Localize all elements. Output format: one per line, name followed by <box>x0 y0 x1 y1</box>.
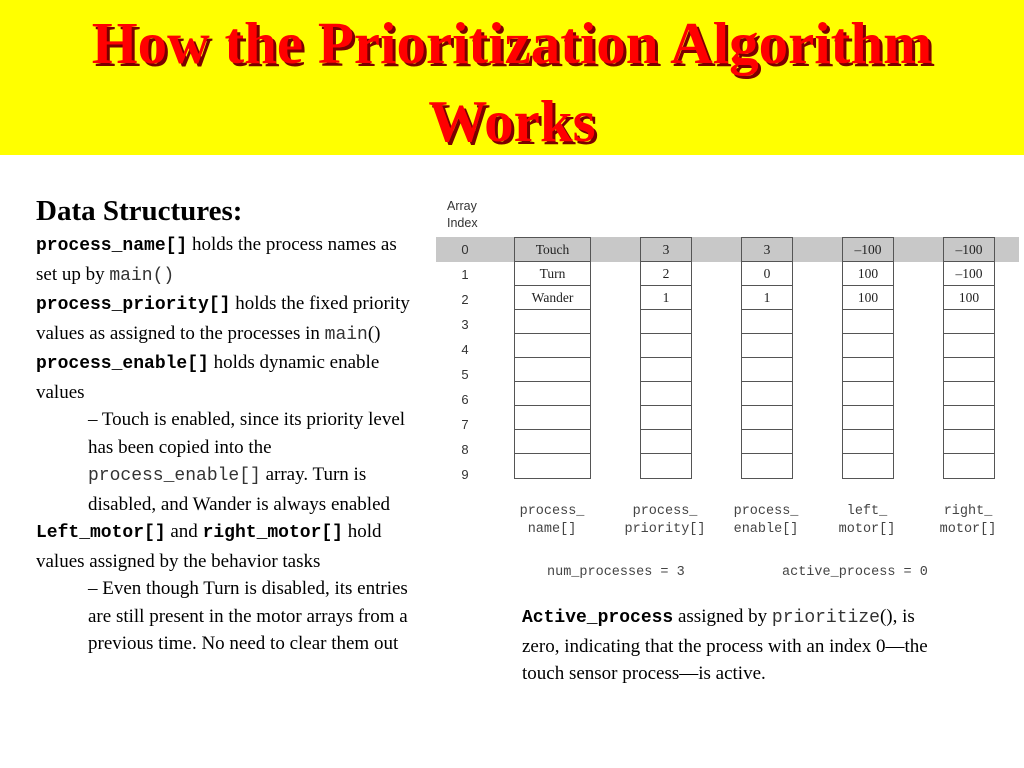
code-left-motor: Left_motor[] <box>36 523 166 543</box>
array-cell <box>742 454 792 478</box>
array-cell <box>515 358 590 382</box>
caption-right-motor <box>918 503 1018 539</box>
caption-line: process_ <box>733 504 799 519</box>
caption-left-motor <box>817 503 917 539</box>
parens: () <box>367 322 381 344</box>
code-main: main() <box>109 265 175 286</box>
array-cell <box>944 454 994 478</box>
array-cell: Wander <box>515 286 590 310</box>
array-cell: Turn <box>515 262 590 286</box>
array-column-process-enable <box>741 237 793 479</box>
array-cell <box>641 382 691 406</box>
array-cell <box>843 430 893 454</box>
caption-line: motor[] <box>939 522 997 537</box>
array-cell <box>641 334 691 358</box>
array-cell <box>515 382 590 406</box>
array-cell <box>742 430 792 454</box>
array-cell <box>515 406 590 430</box>
text-explanation: , is zero, indicating that the process with an index 0—the touch sensor process—is active. <box>522 606 928 684</box>
array-cell <box>641 406 691 430</box>
array-cell <box>843 406 893 430</box>
code-process-priority: process_priority[] <box>36 295 231 315</box>
sub-bullet-touch <box>88 406 421 518</box>
array-column-right-motor <box>943 237 995 479</box>
array-cell: –100 <box>843 238 893 262</box>
array-cell <box>843 454 893 478</box>
array-cell <box>944 406 994 430</box>
header-line1: Array <box>447 199 477 213</box>
code-prioritize: prioritize <box>771 608 880 628</box>
array-cell: 1 <box>641 286 691 310</box>
array-column-left-motor <box>842 237 894 479</box>
array-cell: –100 <box>944 238 994 262</box>
caption-line: process_ <box>632 504 698 519</box>
text-assigned-by: assigned by <box>677 606 768 627</box>
array-cell: 0 <box>742 262 792 286</box>
index-label: 9 <box>461 467 469 482</box>
paragraph-process-priority <box>36 290 421 349</box>
paragraph-process-name <box>36 231 421 290</box>
array-column-process-priority <box>640 237 692 479</box>
text-and: and <box>170 521 198 542</box>
array-cell: 2 <box>641 262 691 286</box>
array-cell <box>944 310 994 334</box>
array-cell <box>742 358 792 382</box>
array-cell: Touch <box>515 238 590 262</box>
array-cell <box>515 430 590 454</box>
array-cell <box>641 310 691 334</box>
sub1-text-b: array. Turn is disabled, and Wander is always enabled <box>88 464 391 515</box>
index-label: 6 <box>461 392 469 407</box>
array-cell <box>944 358 994 382</box>
code-process-enable: process_enable[] <box>36 354 209 374</box>
array-cell <box>515 334 590 358</box>
section-heading: Data Structures: <box>36 195 243 227</box>
index-label: 8 <box>461 442 469 457</box>
array-cell <box>843 358 893 382</box>
array-cell <box>742 310 792 334</box>
array-cell: –100 <box>944 262 994 286</box>
caption-line: right_ <box>943 504 993 519</box>
caption-line: left_ <box>846 504 888 519</box>
caption-line: process_ <box>519 504 585 519</box>
array-cell <box>843 382 893 406</box>
array-cell <box>843 334 893 358</box>
array-cell: 3 <box>641 238 691 262</box>
array-cell <box>742 382 792 406</box>
slide-title-line1: How the Prioritization Algorithm <box>91 10 933 76</box>
active-process-label: active_process = 0 <box>782 565 928 580</box>
text-process-name: holds the process names as set up by <box>36 234 397 285</box>
num-processes-label: num_processes = 3 <box>547 565 685 580</box>
index-label: 0 <box>461 242 469 257</box>
array-cell <box>742 406 792 430</box>
array-cell: 100 <box>843 286 893 310</box>
array-cell <box>944 382 994 406</box>
active-process-explanation <box>522 603 942 688</box>
index-label: 4 <box>461 342 469 357</box>
array-cell <box>944 334 994 358</box>
code-active-process: Active_process <box>522 608 674 628</box>
caption-line: enable[] <box>733 522 799 537</box>
code-process-name: process_name[] <box>36 236 188 256</box>
index-label: 7 <box>461 417 469 432</box>
array-index-header <box>447 198 478 232</box>
caption-line: priority[] <box>624 522 706 537</box>
index-label: 5 <box>461 367 469 382</box>
caption-process-enable <box>716 503 816 539</box>
array-cell <box>742 334 792 358</box>
text-process-priority: holds the fixed priority values as assigned to the processes in <box>36 293 410 344</box>
array-cell <box>843 310 893 334</box>
sub1-text-a: – Touch is enabled, since its priority level has been copied into the <box>88 409 406 458</box>
slide-title-line2: Works <box>428 88 596 154</box>
sub-bullet-turn: – Even though Turn is disabled, its entries are still present in the motor arrays from a previous time. No need to clear them out <box>88 578 408 654</box>
array-column-process-name <box>514 237 591 479</box>
paragraph-process-enable <box>36 349 421 406</box>
code-right-motor: right_motor[] <box>202 523 343 543</box>
array-cell: 3 <box>742 238 792 262</box>
index-label: 1 <box>461 267 469 282</box>
array-cell: 1 <box>742 286 792 310</box>
array-cell <box>641 430 691 454</box>
caption-line: motor[] <box>838 522 896 537</box>
caption-line: name[] <box>527 522 577 537</box>
caption-process-priority <box>615 503 715 539</box>
array-cell <box>515 454 590 478</box>
data-structures-text <box>36 193 421 658</box>
array-cell: 100 <box>843 262 893 286</box>
header-line2: Index <box>447 216 478 230</box>
text-motors: hold values assigned by the behavior tasks <box>36 521 382 572</box>
parens: () <box>879 606 893 627</box>
code-main-2: main <box>324 324 368 345</box>
array-cell <box>641 358 691 382</box>
text-process-enable: holds dynamic enable values <box>36 352 380 403</box>
array-cell: 100 <box>944 286 994 310</box>
array-cell <box>641 454 691 478</box>
index-label: 3 <box>461 317 469 332</box>
code-process-enable-inline: process_enable[] <box>88 466 261 486</box>
caption-process-name <box>502 503 602 539</box>
array-cell <box>515 310 590 334</box>
array-diagram <box>436 196 1024 586</box>
index-label: 2 <box>461 292 469 307</box>
paragraph-motors <box>36 518 421 575</box>
array-cell <box>944 430 994 454</box>
